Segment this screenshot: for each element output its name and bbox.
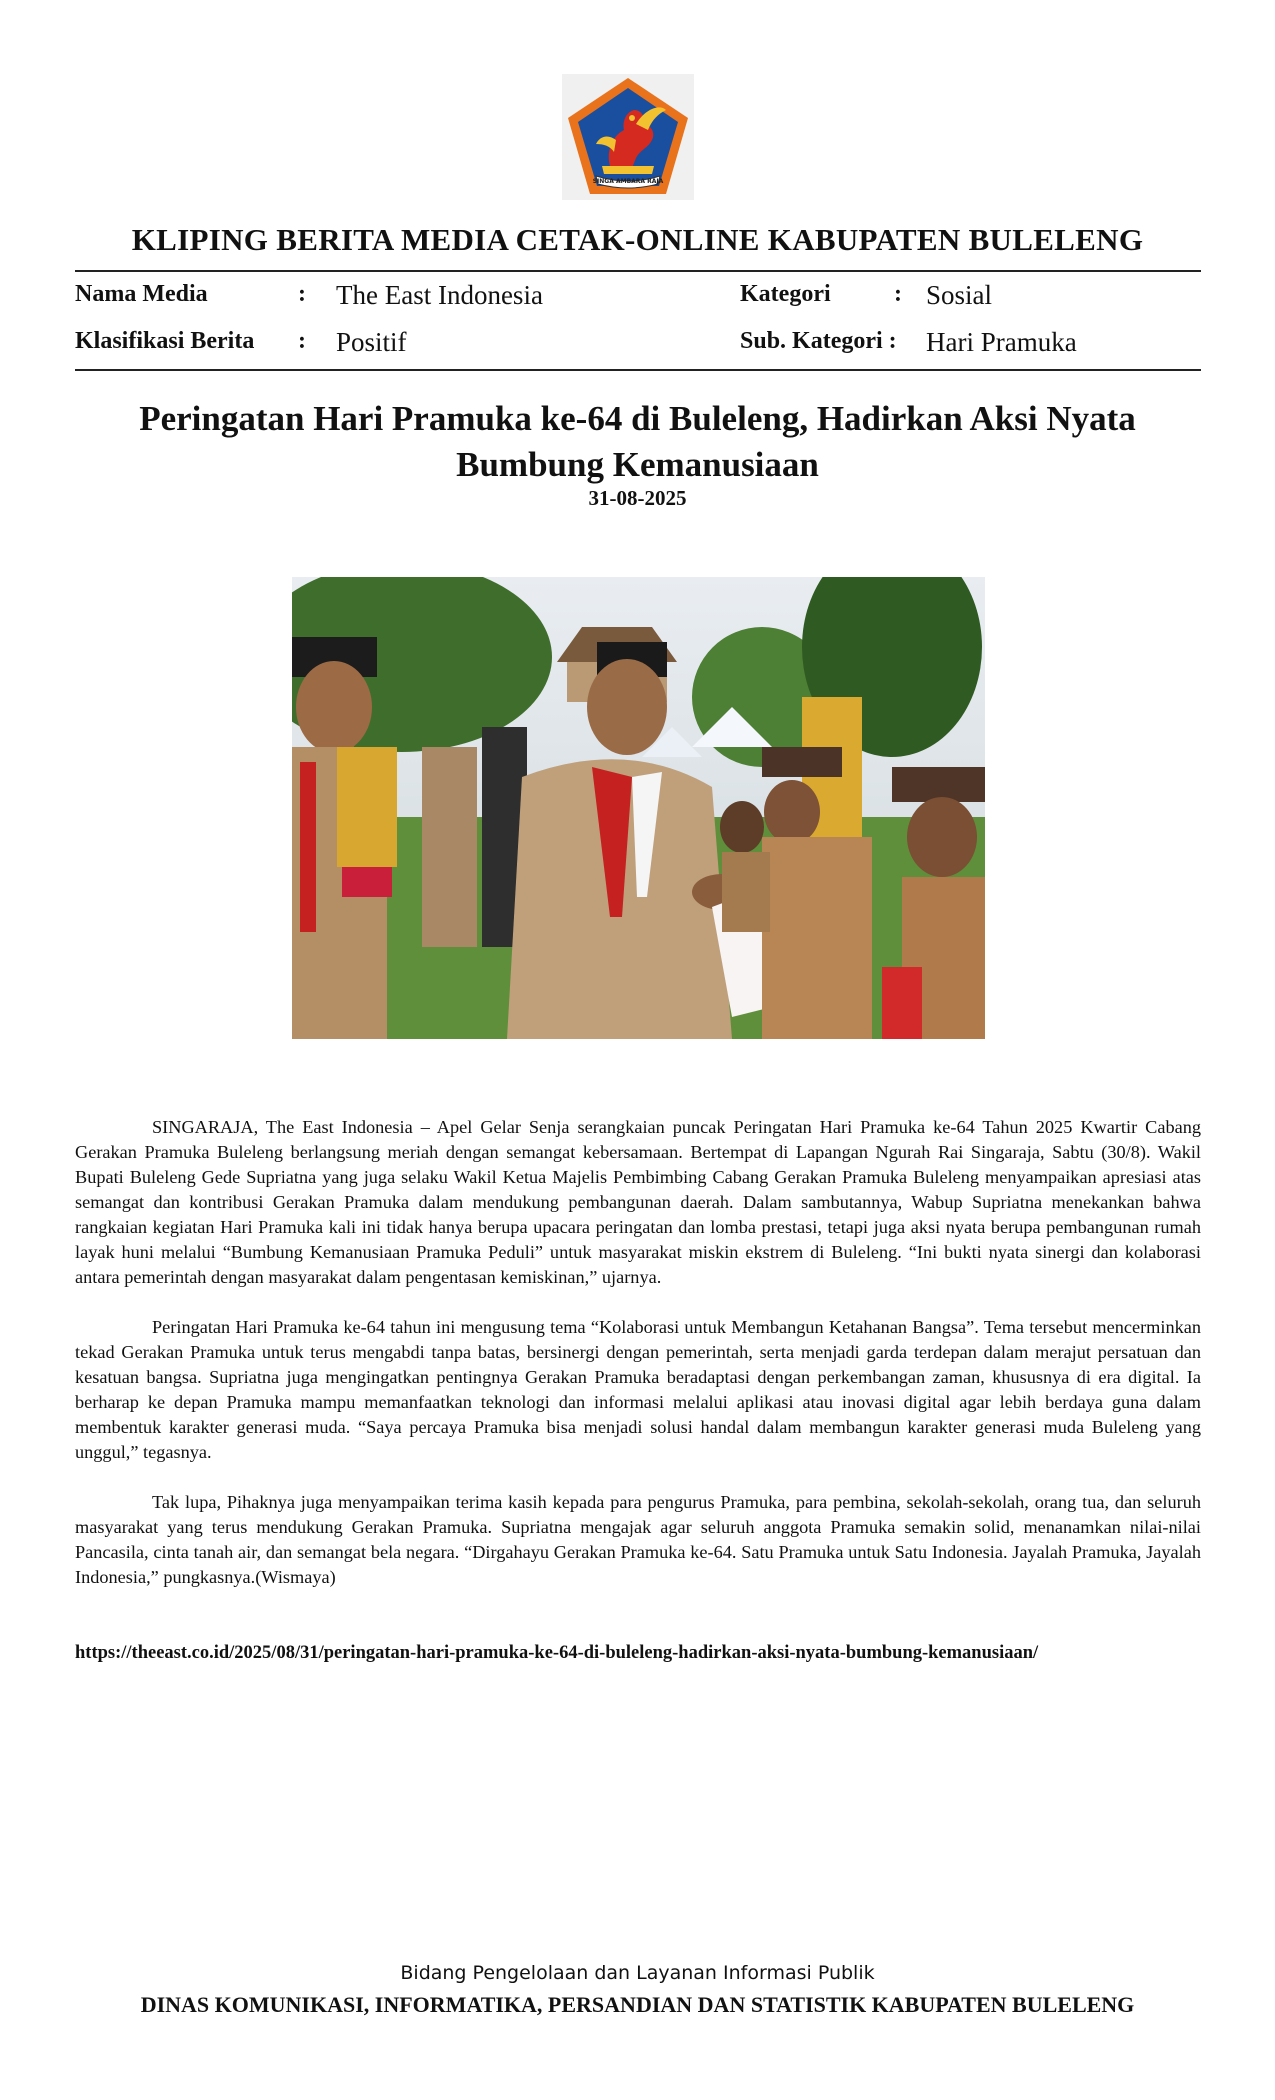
article-date: 31-08-2025	[588, 486, 687, 510]
subcategory-value: Hari Pramuka	[926, 327, 1077, 357]
classification-label: Klasifikasi Berita	[75, 328, 255, 354]
buleleng-logo	[562, 74, 694, 200]
subcategory-label: Sub. Kategori :	[740, 328, 897, 354]
article-paragraph: Peringatan Hari Pramuka ke-64 tahun ini mengusung tema “Kolaborasi untuk Membangun Ketahanan Bangsa”. Tema tersebut mencerminkan tekad Gerakan Pramuka untuk terus mengabdi tanpa batas, bersinergi dengan pemerintah, serta menjadi garda terdepan dalam merajut persatuan dan kesatuan bangsa. Supriatna juga mengingatkan pentingnya Gerakan Pramuka beradaptasi dengan perkembangan zaman, khususnya di era digital. Ia berharap ke depan Pramuka mampu memanfaatkan teknologi dan informasi melalui aplikasi atau inovasi digital agar lebih berdaya guna dalam membentuk karakter generasi muda. “Saya percaya Pramuka bisa menjadi solusi handal dalam membangun karakter generasi muda Buleleng yang unggul,” tegasnya.	[75, 1317, 1201, 1462]
footer-agency: DINAS KOMUNIKASI, INFORMATIKA, PERSANDIAN DAN STATISTIK KABUPATEN BULELENG	[140, 1992, 1135, 2017]
article-body	[75, 1115, 1201, 1615]
article-title: Peringatan Hari Pramuka ke-64 di Buleleng, Hadirkan Aksi Nyata Bumbung Kemanusiaan	[139, 399, 1136, 484]
document-title: KLIPING BERITA MEDIA CETAK-ONLINE KABUPATEN BULELENG	[131, 222, 1144, 257]
media-label: Nama Media	[75, 281, 208, 307]
classification-colon: :	[298, 328, 306, 354]
header-divider	[75, 270, 1201, 272]
category-value: Sosial	[926, 280, 993, 310]
meta-divider	[75, 369, 1201, 371]
article-paragraph: SINGARAJA, The East Indonesia – Apel Gelar Senja serangkaian puncak Peringatan Hari Pramuka ke-64 Tahun 2025 Kwartir Cabang Gerakan Pramuka Buleleng berlangsung meriah dengan semangat kebersamaan. Bertempat di Lapangan Ngurah Rai Singaraja, Sabtu (30/8). Wakil Bupati Buleleng Gede Supriatna yang juga selaku Wakil Ketua Majelis Pembimbing Cabang Gerakan Pramuka Buleleng menyampaikan apresiasi atas semangat dan kontribusi Gerakan Pramuka dalam mendukung pembangunan daerah. Dalam sambutannya, Wabup Supriatna menekankan bahwa rangkaian kegiatan Hari Pramuka kali ini tidak hanya berupa upacara peringatan dan lomba prestasi, tetapi juga aksi nyata berupa pembangunan rumah layak huni melalui “Bumbung Kemanusiaan Pramuka Peduli” untuk masyarakat miskin ekstrem di Buleleng. “Ini bukti nyata sinergi dan kolaborasi antara pemerintah dengan masyarakat dalam pengentasan kemiskinan,” ujarnya.	[75, 1117, 1201, 1287]
footer-department: Bidang Pengelolaan dan Layanan Informasi Publik	[400, 1962, 875, 1984]
category-colon: :	[894, 281, 902, 307]
category-label: Kategori	[740, 281, 831, 307]
media-value: The East Indonesia	[336, 280, 543, 310]
logo-banner-text: SINGA AMBARA RAJA	[592, 178, 664, 185]
article-photo	[292, 577, 985, 1039]
article-paragraph: Tak lupa, Pihaknya juga menyampaikan terima kasih kepada para pengurus Pramuka, para pembina, sekolah-sekolah, orang tua, dan seluruh masyarakat yang terus mendukung Gerakan Pramuka. Supriatna mengajak agar seluruh anggota Pramuka semakin solid, menanamkan nilai-nilai Pancasila, cinta tanah air, dan semangat bela negara. “Dirgahayu Gerakan Pramuka ke-64. Satu Pramuka untuk Satu Indonesia. Jayalah Pramuka, Jayalah Indonesia,” pungkasnya.(Wismaya)	[75, 1492, 1201, 1587]
media-colon: :	[298, 281, 306, 307]
classification-value: Positif	[336, 327, 407, 357]
source-link[interactable]: https://theeast.co.id/2025/08/31/peringatan-hari-pramuka-ke-64-di-buleleng-hadirkan-aksi-nyata-bumbung-kemanusiaan/	[75, 1643, 1039, 1663]
